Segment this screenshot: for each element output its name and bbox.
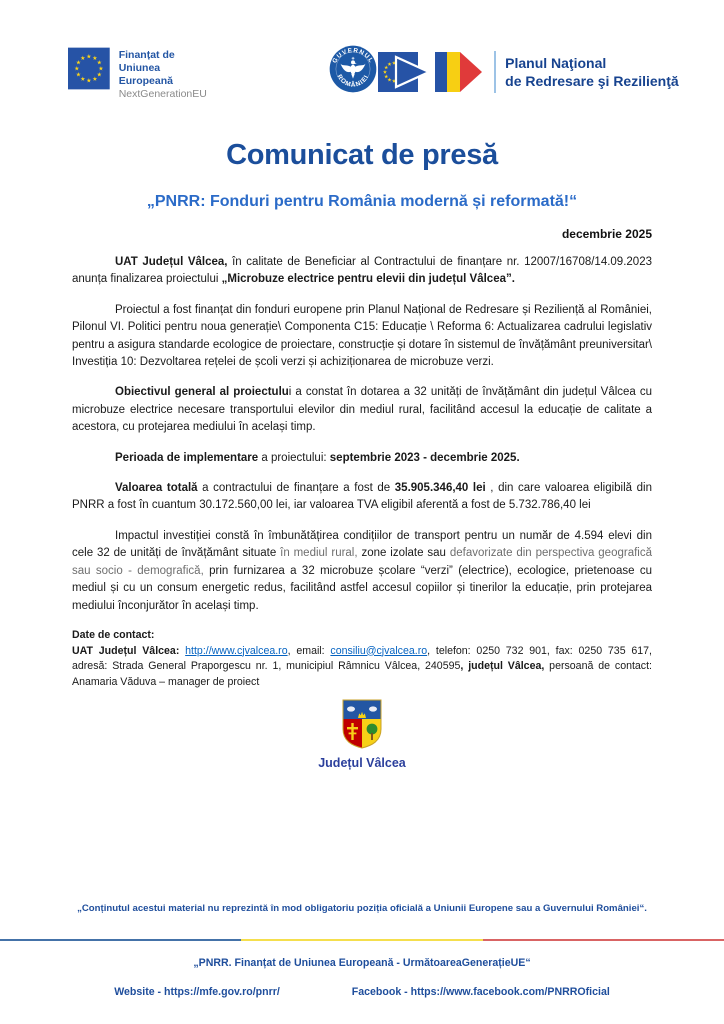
- text-segment: a proiectului:: [258, 451, 330, 464]
- website-link[interactable]: Website - https://mfe.gov.ro/pnrr/: [114, 986, 280, 998]
- footer-links-row: [0, 986, 724, 998]
- paragraph-total-value: [72, 480, 652, 515]
- valcea-logo-caption: Județul Vâlcea: [318, 756, 406, 771]
- eu-funding-text: [119, 46, 210, 101]
- pnrr-logo-text: [505, 54, 679, 90]
- tricolor-yellow-segment: [241, 939, 482, 941]
- text-segment: în mediul rural,: [280, 547, 358, 560]
- pnrr-logo-divider: [494, 51, 496, 93]
- paragraph-funding-source: [72, 302, 652, 372]
- text-segment: , județul Vâlcea,: [460, 660, 545, 673]
- pnrr-footer-line: „PNRR. Finanțat de Uniunea Europeană - UrmătoareaGenerațieUE“: [193, 957, 531, 969]
- page-title: Comunicat de presă: [226, 139, 498, 171]
- seal-top-text: GUVERNUL: [331, 47, 375, 65]
- text-segment: a contractului de finanțare a fost de: [197, 482, 395, 495]
- subtitle: „PNRR: Fonduri pentru România modernă și reformată!“: [146, 193, 578, 210]
- text-segment: prin furnizarea a 32 microbuze școlare “verzi” (electrice), ecologice, prietenoase cu mediul și cu un consum energetic redus, facilitând astfel accesul copiilor și tinerilor la educație, prin protejarea mediului înconjurător în același timp.: [72, 564, 652, 612]
- eu-funding-logo: [68, 46, 210, 101]
- seal-bottom-text: ROMÂNIEI: [335, 73, 371, 89]
- valcea-coat-of-arms-icon: [341, 699, 383, 749]
- inline-link[interactable]: http://www.cjvalcea.ro: [185, 644, 288, 657]
- text-segment: Proiectul a fost finanțat din fonduri europene prin Planul Național de Redresare și Reziliență al României, Pilonul VI. Politici pentru noua generație\ Componenta C15: Educație \ Reforma 6: Actualizarea cadrului legislativ pentru a asigura standarde ecologice de proiectare, construcție și dotare în sistemul de învățământ preuniversitar\ Investiția 10: Dezvoltarea rețelei de școli verzi și achiziționarea de microbuze verzi.: [72, 303, 652, 369]
- inline-link[interactable]: consiliu@cjvalcea.ro: [330, 644, 428, 657]
- nextgeneration-eu-label: NextGenerationEU: [118, 88, 207, 100]
- valcea-county-logo: [0, 699, 724, 770]
- romanian-government-seal: [328, 44, 378, 99]
- pnrr-logo: [378, 48, 679, 96]
- contact-details: [72, 644, 652, 691]
- text-segment: Impactul investiției constă în îmbunătățirea condițiilor de transport pentru un număr de 4.594 elevi din cele 32 de unități de învățământ situate: [72, 529, 652, 560]
- paragraph-impact: [72, 528, 652, 615]
- eu-flag-icon: [68, 46, 110, 91]
- text-segment: defavorizate din perspectiva geografică sau socio - demografică,: [72, 547, 652, 577]
- government-seal-icon: [328, 44, 378, 94]
- text-segment: persoană de contact: Anamaria Văduva – manager de proiect: [72, 660, 652, 688]
- text-segment: Perioada de implementare: [115, 451, 259, 464]
- eu-funding-line2: Uniunea Europeană: [118, 62, 173, 87]
- text-segment: i a constat în dotarea a 32 unități de învățământ din județul Vâlcea cu microbuze electrice necesare transportului elevilor din mediul rural, facilitând accesul la educație de calitate a acestora, cu protejarea mediului în același timp.: [72, 386, 653, 434]
- pnrr-logo-line1: Planul Naţional: [505, 55, 607, 71]
- text-segment: Obiectivul general al proiectulu: [115, 386, 289, 399]
- text-segment: UAT Județul Vâlcea,: [115, 256, 228, 268]
- contact-label: Date de contact:: [72, 628, 155, 641]
- header: [0, 0, 724, 101]
- text-segment: 35.905.346,40 lei: [394, 482, 486, 495]
- tricolor-red-segment: [483, 939, 724, 941]
- text-segment: în calitate de Beneficiar al Contractului de finanțare nr. 12007/16708/14.09.2023 anunța finalizarea proiectului: [72, 256, 652, 286]
- tricolor-divider: [0, 939, 724, 941]
- facebook-link[interactable]: Facebook - https://www.facebook.com/PNRROficial: [351, 986, 610, 998]
- disclaimer-text: „Conținutul acestui material nu reprezintă în mod obligatoriu poziția oficială a Uniunii Europene sau a Guvernului României“.: [77, 903, 647, 914]
- eu-funding-line1: Finanțat de: [118, 49, 175, 61]
- text-segment: , din care valoarea eligibilă din PNRR a fost în cuantum 30.172.560,00 lei, iar valoarea TVA eligibil aferentă a fost de 5.732.786,40 lei: [72, 482, 652, 512]
- text-segment: , telefon: 0250 732 901, fax: 0250 735 617, adresă: Strada General Praporgescu nr. 1, municipiul Râmnicu Vâlcea, 240595: [72, 644, 652, 673]
- text-segment: „Microbuze electrice pentru elevii din județul Vâlcea”.: [221, 273, 515, 286]
- text-segment: Valoarea totală: [115, 482, 198, 495]
- text-segment: , email:: [287, 644, 331, 657]
- pnrr-arrows-icon: [378, 48, 484, 96]
- pnrr-logo-line2: de Redresare şi Rezilienţă: [505, 73, 679, 89]
- text-segment: UAT Județul Vâlcea:: [72, 644, 186, 657]
- contact-section: [72, 628, 652, 690]
- body-content: [72, 254, 652, 615]
- paragraph-objective: [72, 384, 652, 436]
- paragraph-implementation-period: [72, 450, 652, 467]
- tricolor-blue-segment: [0, 939, 241, 941]
- text-segment: zone izolate sau: [357, 547, 450, 560]
- text-segment: septembrie 2023 - decembrie 2025.: [329, 451, 520, 464]
- paragraph-beneficiary: [72, 254, 652, 289]
- date-line: decembrie 2025: [561, 227, 652, 241]
